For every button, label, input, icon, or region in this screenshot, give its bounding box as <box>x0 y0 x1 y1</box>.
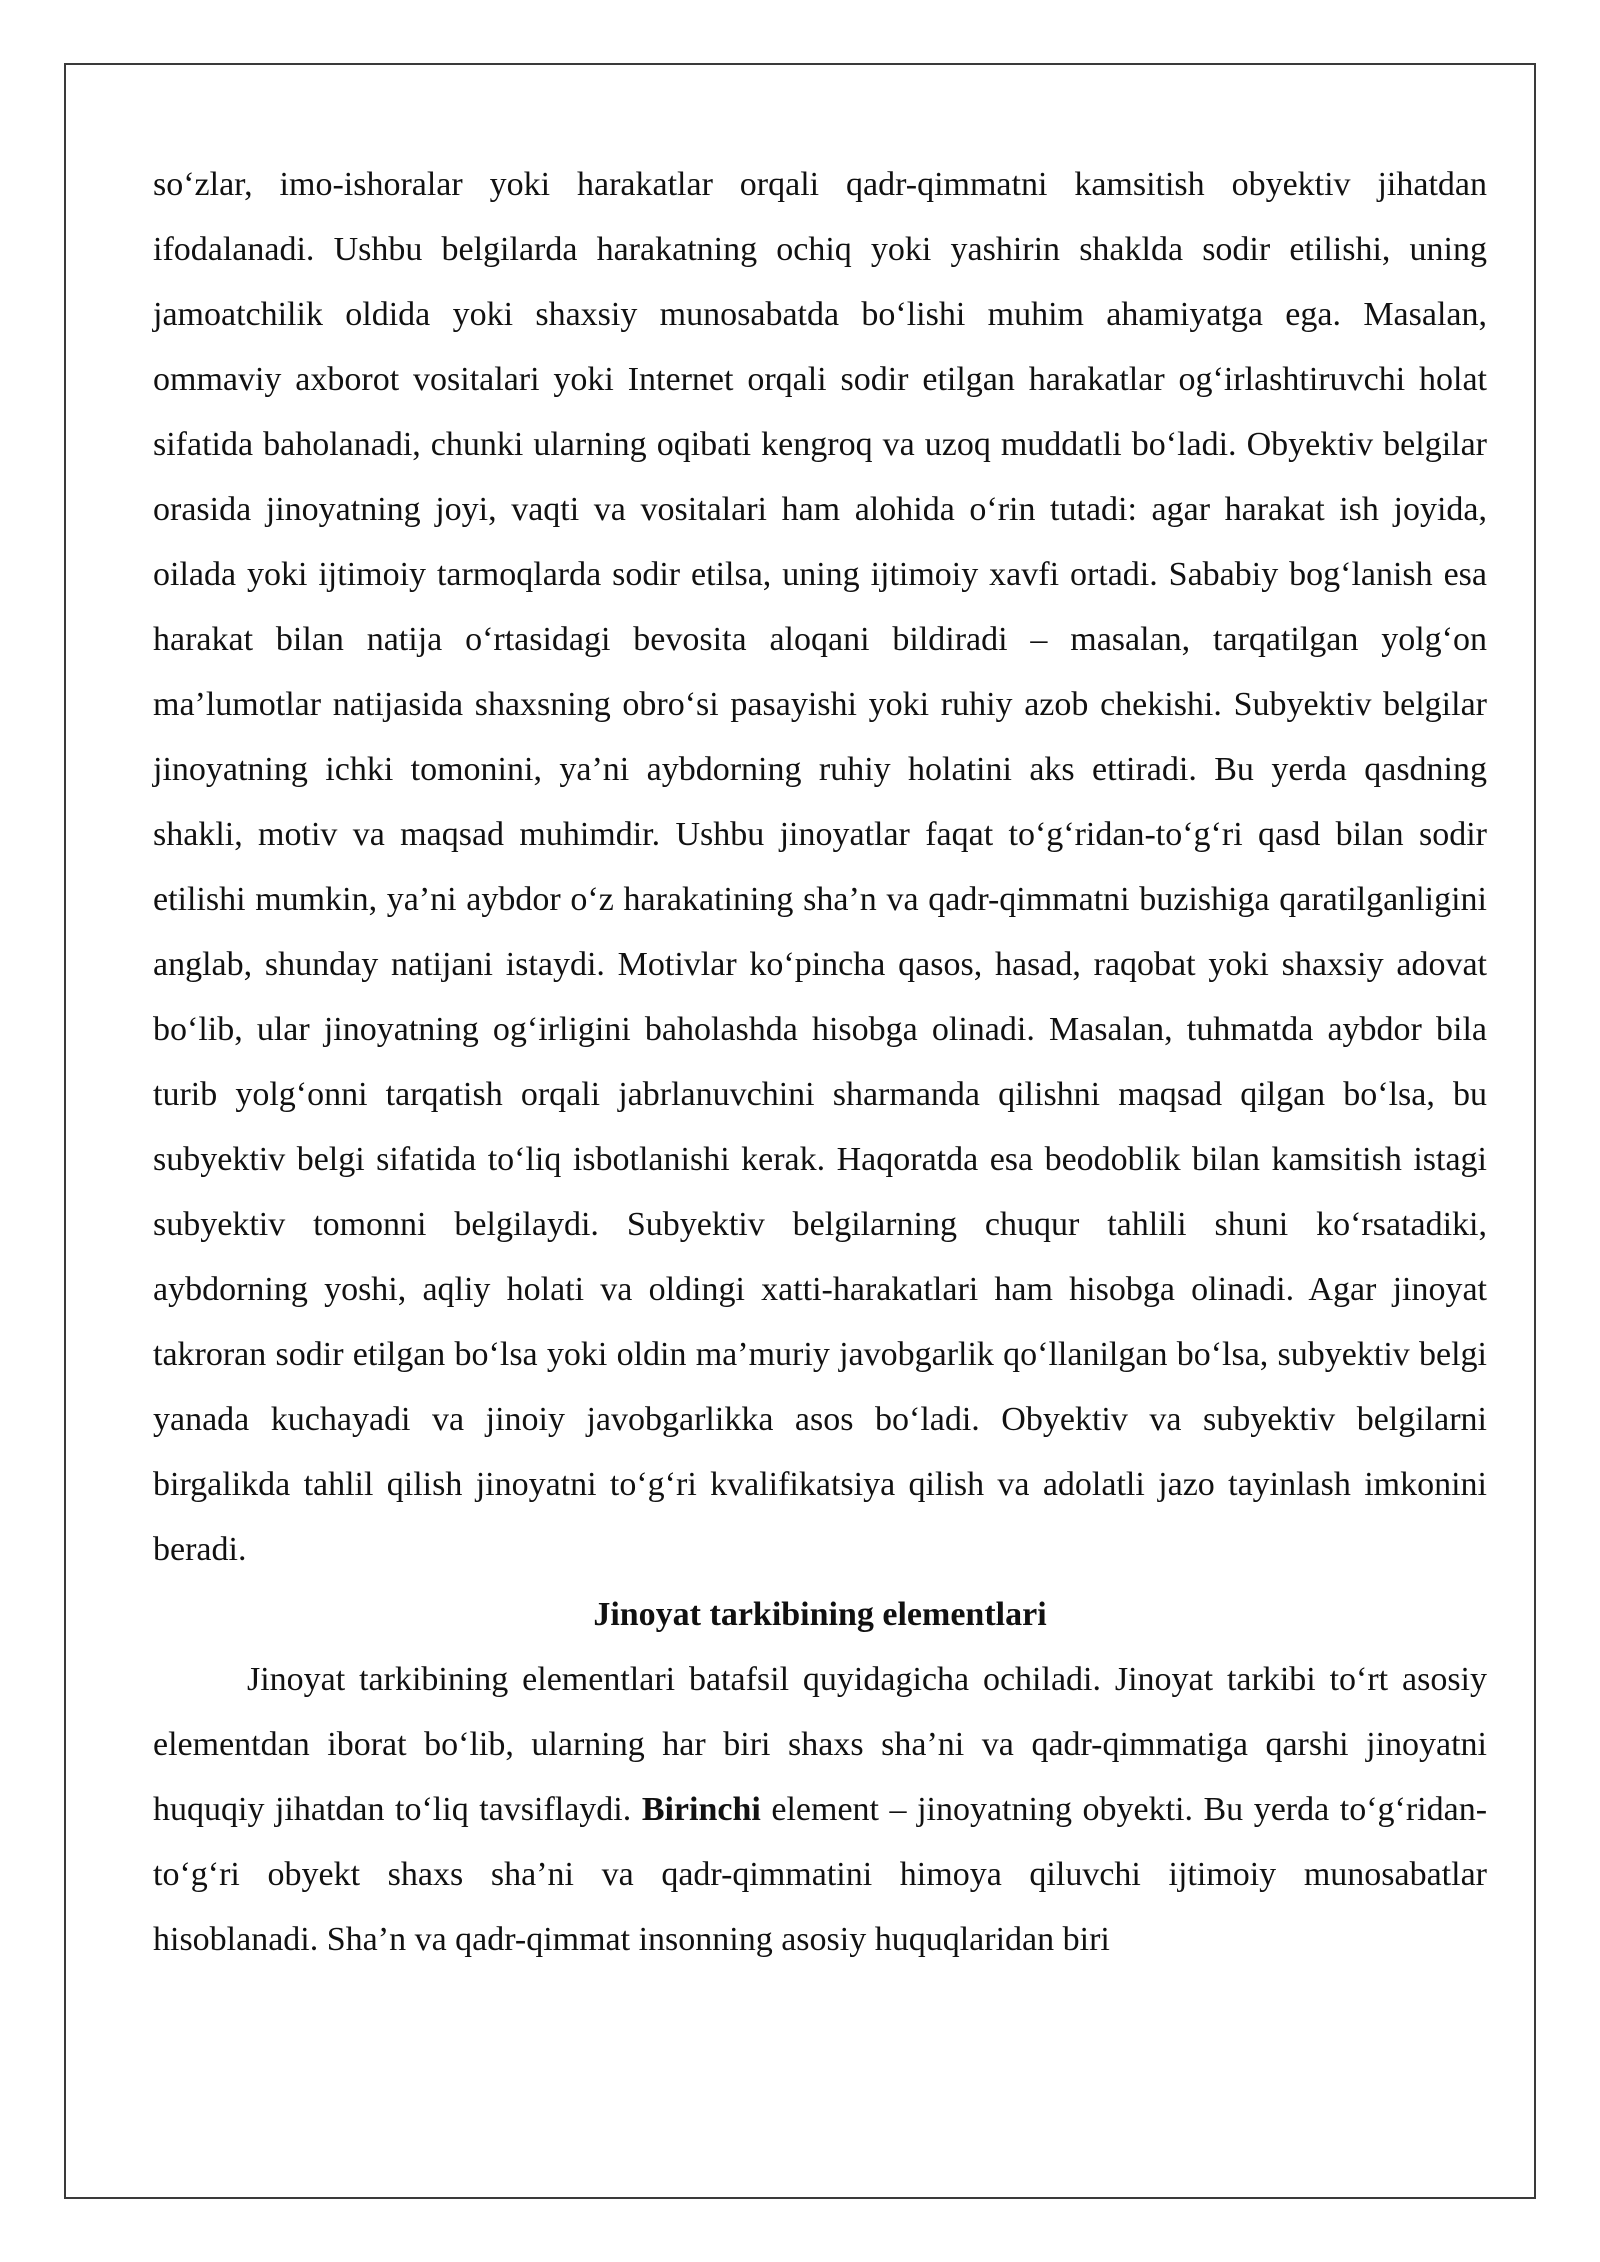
document-body <box>153 152 1487 1972</box>
body-paragraph-2 <box>153 1647 1487 1972</box>
section-heading: Jinoyat tarkibining elementlari <box>593 1596 1047 1633</box>
body-paragraph-1: so‘zlar, imo-ishoralar yoki harakatlar orqali qadr-qimmatni kamsitish obyektiv jihatdan ifodalanadi. Ushbu belgilarda harakatning ochiq yoki yashirin shaklda sodir etilishi, uning jamoatchilik oldida yoki shaxsiy munosabatda bo‘lishi muhim ahamiyatga ega. Masalan, ommaviy axborot vositalari yoki Internet orqali sodir etilgan harakatlar og‘irlashtiruvchi holat sifatida baholanadi, chunki ularning oqibati kengroq va uzoq muddatli bo‘ladi. Obyektiv belgilar orasida jinoyatning joyi, vaqti va vositalari ham alohida o‘rin tutadi: agar harakat ish joyida, oilada yoki ijtimoiy tarmoqlarda sodir etilsa, uning ijtimoiy xavfi ortadi. Sababiy bog‘lanish esa harakat bilan natija o‘rtasidagi bevosita aloqani bildiradi – masalan, tarqatilgan yolg‘on ma’lumotlar natijasida shaxsning obro‘si pasayishi yoki ruhiy azob chekishi. Subyektiv belgilar jinoyatning ichki tomonini, ya’ni aybdorning ruhiy holatini aks ettiradi. Bu yerda qasdning shakli, motiv va maqsad muhimdir. Ushbu jinoyatlar faqat to‘g‘ridan-to‘g‘ri qasd bilan sodir etilishi mumkin, ya’ni aybdor o‘z harakatining sha’n va qadr-qimmatni buzishiga qaratilganligini anglab, shunday natijani istaydi. Motivlar ko‘pincha qasos, hasad, raqobat yoki shaxsiy adovat bo‘lib, ular jinoyatning og‘irligini baholashda hisobga olinadi. Masalan, tuhmatda aybdor bila turib yolg‘onni tarqatish orqali jabrlanuvchini sharmanda qilishni maqsad qilgan bo‘lsa, bu subyektiv belgi sifatida to‘liq isbotlanishi kerak. Haqoratda esa beodoblik bilan kamsitish istagi subyektiv tomonni belgilaydi. Subyektiv belgilarning chuqur tahlili shuni ko‘rsatadiki, aybdorning yoshi, aqliy holati va oldingi xatti-harakatlari ham hisobga olinadi. Agar jinoyat takroran sodir etilgan bo‘lsa yoki oldin ma’muriy javobgarlik qo‘llanilgan bo‘lsa, subyektiv belgi yanada kuchayadi va jinoiy javobgarlikka asos bo‘ladi. Obyektiv va subyektiv belgilarni birgalikda tahlil qilish jinoyatni to‘g‘ri kvalifikatsiya qilish va adolatli jazo tayinlash imkonini beradi. <box>153 166 1487 1568</box>
paragraph-2-bold-term: Birinchi <box>641 1791 761 1828</box>
paragraph-2-text-start: Jinoyat tarkibining elementlari batafsil quyidagicha ochiladi. Jinoyat tarkibi to‘rt asosiy elementdan iborat bo‘lib, ularning har biri shaxs sha’ni va qadr-qimmatiga qarshi jinoyatni huquqiy jihatdan to‘liq tavsiflaydi. <box>153 1661 1487 1828</box>
paragraph-2-text-end: element – jinoyatning obyekti. Bu yerda to‘g‘ridan-to‘g‘ri obyekt shaxs sha’ni va qadr-qimmatini himoya qiluvchi ijtimoiy munosabatlar hisoblanadi. Sha’n va qadr-qimmat insonning asosiy huquqlaridan biri <box>153 1791 1488 1958</box>
